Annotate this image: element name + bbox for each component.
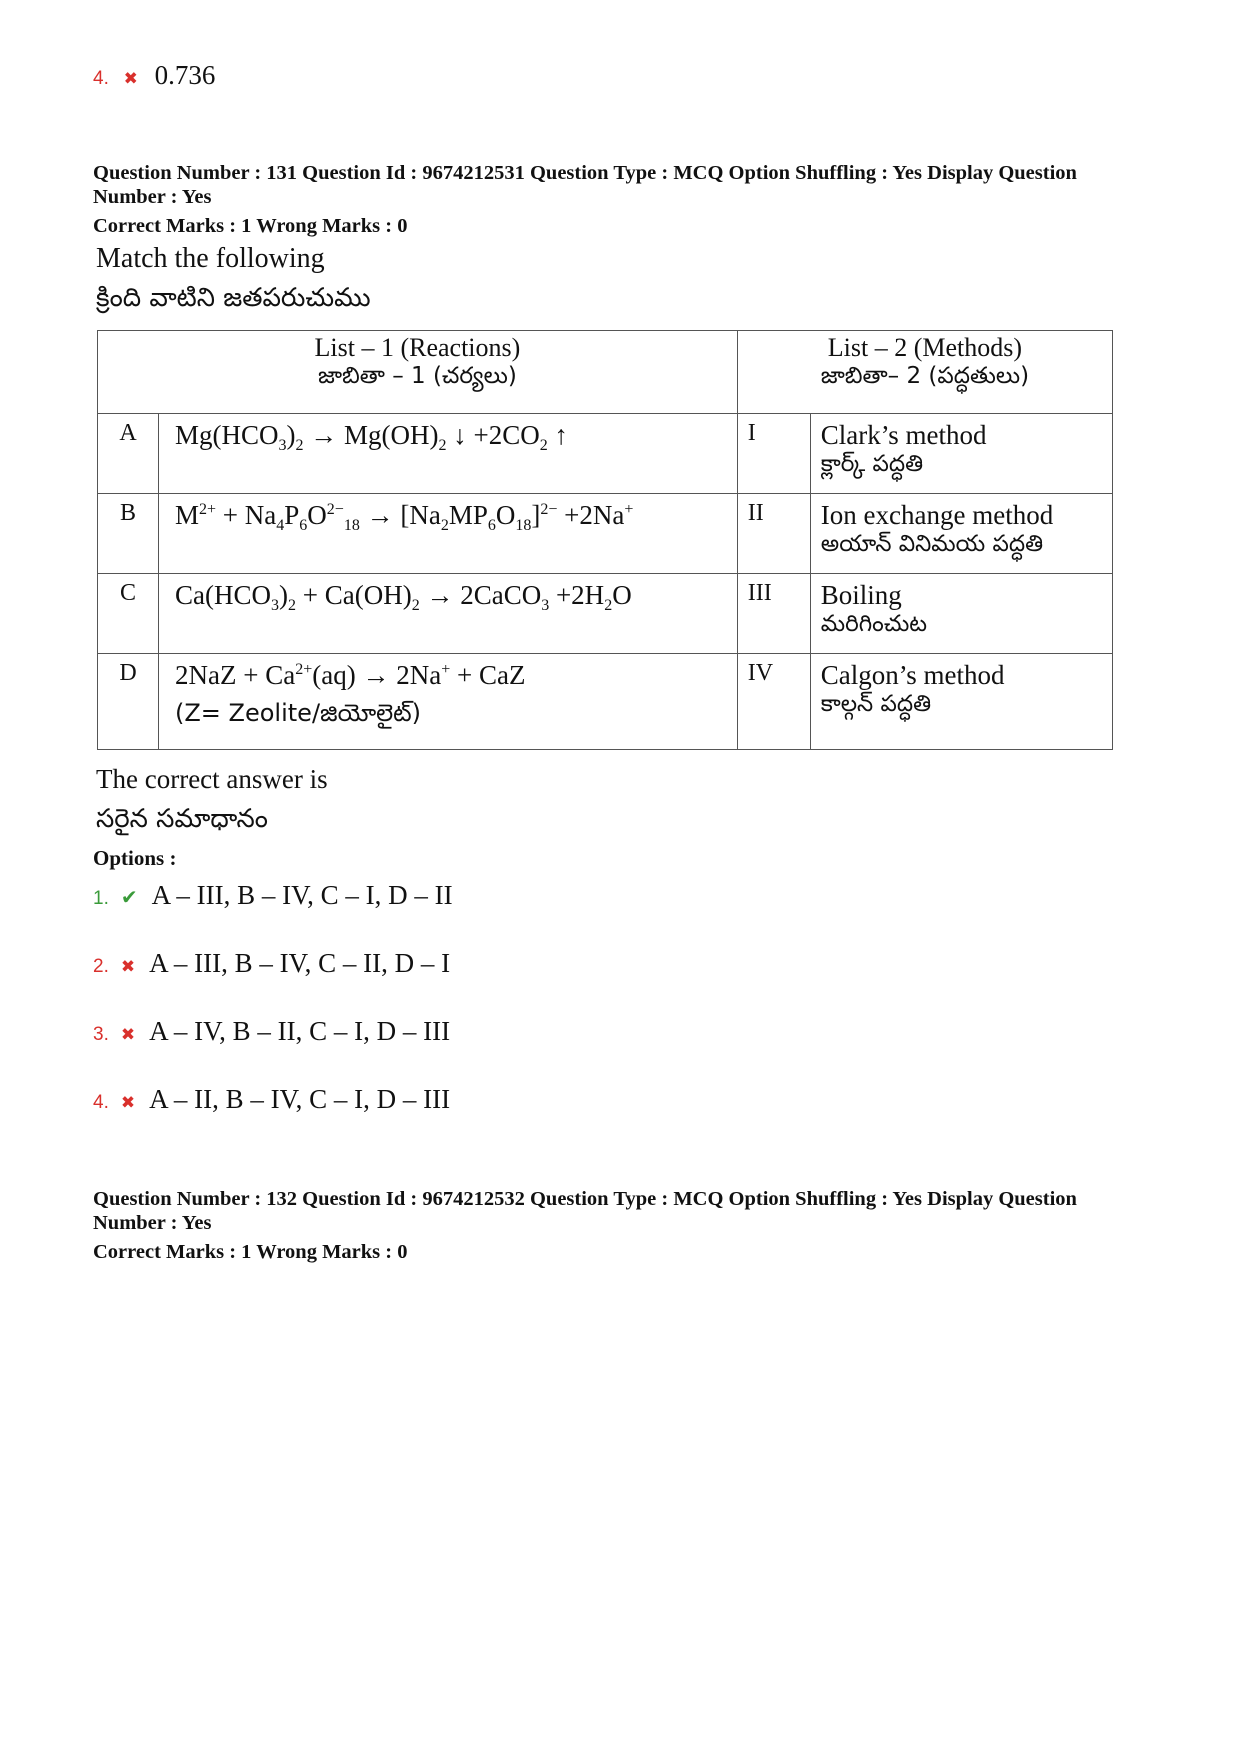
options-label: Options : — [93, 846, 177, 870]
method-name-telugu: అయాన్ వినిమయ పద్ధతి — [820, 531, 1044, 557]
method-name-telugu: క్లార్క్ పద్ధతి — [820, 451, 924, 477]
header-line-1: Question Number : 132 Question Id : 9674212532 Question Type : MCQ Option Shuffling : Yes Display Question — [93, 1188, 1077, 1210]
reaction-formula: $Ca(HCO_3)_2 + Ca(OH)_2$ → 2CaCO$_3$ $+2H_2O$ — [159, 574, 738, 654]
reaction-formula: $Mg(HCO_3)_2 \to Mg(OH)_2$ ↓ $+2CO_2$ ↑ — [159, 414, 738, 494]
method-cell — [810, 494, 1112, 574]
row-letter: A — [98, 414, 159, 494]
method-name: Boiling — [820, 580, 902, 610]
question-stem-telugu: క్రింది వాటిని జతపరుచుము — [96, 283, 371, 313]
option-3[interactable] — [93, 1016, 450, 1047]
answer-prompt-english: The correct answer is — [96, 764, 328, 794]
wrong-icon: ✖ — [120, 1093, 136, 1113]
question-131-header — [93, 161, 1153, 209]
option-2[interactable] — [93, 948, 450, 979]
option-text: A – III, B – IV, C – I, D – II — [151, 880, 453, 910]
zeolite-note: (Z= Zeolite/జియోలైట్) — [175, 699, 422, 727]
reaction-formula: $M^{2+} + Na_4P_6O^{2-}_{18} \to [Na_2MP_6O_{18}]^{2-} +2Na^+$ — [159, 494, 738, 574]
row-letter: C — [98, 574, 159, 654]
row-letter: B — [98, 494, 159, 574]
list-1-title: List – 1 (Reactions) — [314, 333, 521, 362]
method-cell — [810, 414, 1112, 494]
table-row — [98, 654, 1113, 750]
correct-check-icon: ✔ — [120, 885, 138, 909]
previous-option-4[interactable] — [93, 60, 215, 91]
option-1[interactable] — [93, 880, 453, 911]
question-132-header — [93, 1187, 1153, 1235]
row-roman: IV — [737, 654, 810, 750]
row-letter: D — [98, 654, 159, 750]
question-132-marks: Correct Marks : 1 Wrong Marks : 0 — [93, 1241, 408, 1263]
method-cell — [810, 574, 1112, 654]
wrong-icon: ✖ — [120, 957, 136, 977]
list-2-title-telugu: జాబితా– 2 (పద్ధతులు) — [820, 363, 1030, 389]
option-number: 4. — [93, 1092, 109, 1113]
row-roman: I — [737, 414, 810, 494]
option-text: A – IV, B – II, C – I, D – III — [149, 1016, 451, 1046]
table-row — [98, 574, 1113, 654]
question-131-marks: Correct Marks : 1 Wrong Marks : 0 — [93, 215, 408, 237]
header-line-1: Question Number : 131 Question Id : 9674212531 Question Type : MCQ Option Shuffling : Yes Display Question — [93, 162, 1077, 184]
table-row — [98, 414, 1113, 494]
option-number: 4. — [93, 68, 109, 89]
option-text: 0.736 — [154, 60, 216, 90]
list-1-header — [98, 331, 738, 414]
option-number: 3. — [93, 1024, 109, 1045]
list-1-title-telugu: జాబితా – 1 (చర్యలు) — [317, 363, 517, 389]
table-header-row — [98, 331, 1113, 414]
option-number: 1. — [93, 888, 109, 909]
method-name: Ion exchange method — [820, 500, 1054, 530]
wrong-icon: ✖ — [123, 69, 138, 89]
header-line-2: Number : Yes — [93, 186, 212, 208]
method-cell — [810, 654, 1112, 750]
reaction-formula: $2NaZ + Ca^{2+}(aq) \to 2Na^+$ + CaZ (Z= Zeolite/జియోలైట్) — [159, 654, 738, 750]
list-2-title: List – 2 (Methods) — [827, 333, 1023, 362]
answer-prompt-telugu: సరైన సమాధానం — [96, 804, 268, 834]
match-table — [97, 330, 1113, 750]
option-text: A – III, B – IV, C – II, D – I — [149, 948, 451, 978]
method-name-telugu: మరిగించుట — [820, 611, 928, 637]
option-number: 2. — [93, 956, 109, 977]
option-text: A – II, B – IV, C – I, D – III — [149, 1084, 451, 1114]
header-line-2: Number : Yes — [93, 1212, 212, 1234]
table-row — [98, 494, 1113, 574]
option-4[interactable] — [93, 1084, 450, 1115]
method-name: Clark’s method — [820, 420, 987, 450]
wrong-icon: ✖ — [120, 1025, 136, 1045]
row-roman: III — [737, 574, 810, 654]
question-stem-english: Match the following — [96, 243, 325, 274]
method-name: Calgon’s method — [820, 660, 1005, 690]
list-2-header — [737, 331, 1112, 414]
method-name-telugu: కాల్గన్ పద్ధతి — [820, 691, 932, 717]
row-roman: II — [737, 494, 810, 574]
